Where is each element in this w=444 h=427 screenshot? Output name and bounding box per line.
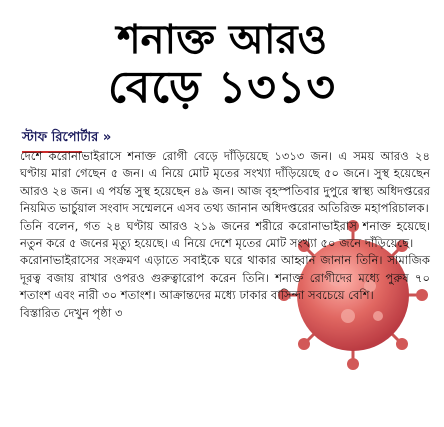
article-body bbox=[20, 148, 430, 322]
headline bbox=[0, 0, 444, 112]
chevron-right-icon: » bbox=[102, 130, 112, 145]
headline-line-2: বেড়ে ১৩১৩ bbox=[107, 62, 337, 113]
article-paragraph: তিনি বলেন, গত ২৪ ঘণ্টায় আরও ২১৯ জনের শরীরে করোনাভাইরাস শনাক্ত হয়েছে। নতুন করে ৫ জনের মৃত্যু হয়েছে। এ নিয়ে দেশে মৃতের মোট সংখ্যা ৫০ জনে দাঁড়িয়েছে। bbox=[20, 218, 430, 251]
article-paragraph: দেশে করোনাভাইরাসে শনাক্ত রোগী বেড়ে দাঁড়িয়েছে ১৩১৩ জন। এ সময় আরও ২৪ ঘণ্টায় মারা গেছেন ৫ জন। এ নিয়ে মোট মৃতের সংখ্যা দাঁড়িয়েছে ৫০ জনে। সুস্থ হয়েছেন আরও ২৪ জন। এ পর্যন্ত সুস্থ হয়েছেন ৪৯ জন। আজ বৃহস্পতিবার দুপুরে স্বাস্থ্য অধিদপ্তরের নিয়মিত ভার্চুয়াল সংবাদ সম্মেলনে এসব তথ্য জানান অধিদপ্তরের অতিরিক্ত মহাপরিচালক। bbox=[20, 149, 430, 216]
headline-line-1: শনাক্ত আরও bbox=[116, 16, 328, 63]
article-continued[interactable]: বিস্তারিত দেখুন পৃষ্ঠা ৩ bbox=[20, 305, 123, 320]
byline-author: স্টাফ রিপোর্টার bbox=[22, 130, 99, 145]
article-paragraph: করোনাভাইরাসের সংক্রমণ এড়াতে সবাইকে ঘরে থাকার আহ্বান জানান তিনি। সামাজিক দূরত্ব বজায় রাখার ওপরও গুরুত্বারোপ করেন তিনি। শনাক্ত রোগীদের মধ্যে পুরুষ ৭০ শতাংশ এবং নারী ৩০ শতাংশ। আক্রান্তদের মধ্যে ঢাকার বাসিন্দা সবচেয়ে বেশি। bbox=[20, 253, 430, 303]
